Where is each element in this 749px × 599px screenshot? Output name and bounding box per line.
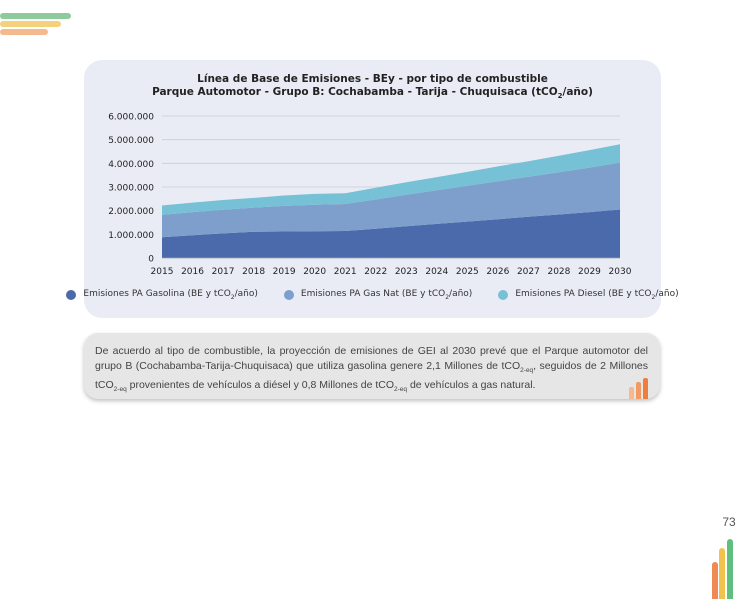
note-decorative-bar-1 — [629, 387, 634, 399]
x-tick-label: 2026 — [486, 267, 510, 277]
legend-swatch-gas-nat — [284, 290, 294, 300]
corner-decorative-bar-orange — [712, 562, 718, 599]
y-tick-label: 4.000.000 — [108, 159, 154, 170]
page-number: 73 — [722, 515, 736, 529]
legend-swatch-gasolina — [66, 290, 76, 300]
x-tick-label: 2021 — [333, 267, 357, 277]
y-tick-label: 0 — [148, 254, 154, 265]
stacked-area-chart — [84, 60, 661, 285]
x-tick-label: 2027 — [516, 267, 540, 277]
y-tick-label: 6.000.000 — [108, 112, 154, 123]
decorative-bar-orange — [0, 29, 48, 35]
chart-legend — [83, 289, 679, 301]
corner-decorative-bar-yellow — [719, 548, 725, 599]
x-tick-label: 2029 — [578, 267, 601, 277]
note-decorative-bar-2 — [636, 382, 641, 399]
y-tick-label: 5.000.000 — [108, 136, 154, 147]
chart-card — [83, 60, 679, 318]
y-tick-label: 3.000.000 — [108, 183, 154, 194]
x-tick-label: 2016 — [181, 267, 204, 277]
x-tick-label: 2025 — [455, 267, 479, 277]
x-tick-label: 2017 — [211, 267, 235, 277]
legend-label-gas-nat: Emisiones PA Gas Nat (BE y tCO$_2$/año) — [300, 289, 473, 301]
corner-decorative-bar-green — [727, 539, 733, 599]
summary-note-card — [84, 333, 660, 399]
x-tick-label: 2024 — [425, 267, 449, 277]
chart-title-line2: Parque Automotor - Grupo B: Cochabamba - Tarija - Chuquisaca (tCO$_2$/año) — [152, 86, 593, 101]
summary-note-text: De acuerdo al tipo de combustible, la proyección de emisiones de GEI al 2030 prevé que el Parque automotor del grupo B (Cochabamba-Tarija-Chuquisaca) que utiliza gasolina genere 2,1 Millones de tCO$_{2-eq}$, seguidos de 2 Millones tCO$_{2-eq}$ provenientes de vehículos a diésel y 0,8 Millones de tCO$_{2-eq}$ de vehículos a gas natural. — [95, 345, 648, 394]
x-tick-label: 2015 — [150, 267, 174, 277]
legend-swatch-diesel — [498, 290, 508, 300]
x-tick-label: 2028 — [547, 267, 571, 277]
x-tick-label: 2022 — [364, 267, 388, 277]
legend-label-gasolina: Emisiones PA Gasolina (BE y tCO$_2$/año) — [83, 289, 258, 301]
legend-label-diesel: Emisiones PA Diesel (BE y tCO$_2$/año) — [515, 289, 679, 301]
note-decorative-bar-3 — [643, 378, 648, 399]
y-tick-label: 2.000.000 — [108, 207, 154, 218]
decorative-bar-green — [0, 13, 71, 19]
x-tick-label: 2019 — [272, 267, 296, 277]
x-tick-label: 2018 — [242, 267, 266, 277]
x-tick-label: 2030 — [608, 267, 632, 277]
decorative-bar-yellow — [0, 21, 61, 27]
x-tick-label: 2023 — [394, 267, 418, 277]
legend-item-gas-nat — [284, 289, 472, 301]
x-tick-label: 2020 — [303, 267, 327, 277]
legend-item-gasolina — [66, 289, 258, 301]
y-tick-label: 1.000.000 — [108, 230, 154, 241]
chart-title-line1: Línea de Base de Emisiones - BEy - por tipo de combustible — [197, 73, 548, 85]
legend-item-diesel — [498, 289, 678, 301]
